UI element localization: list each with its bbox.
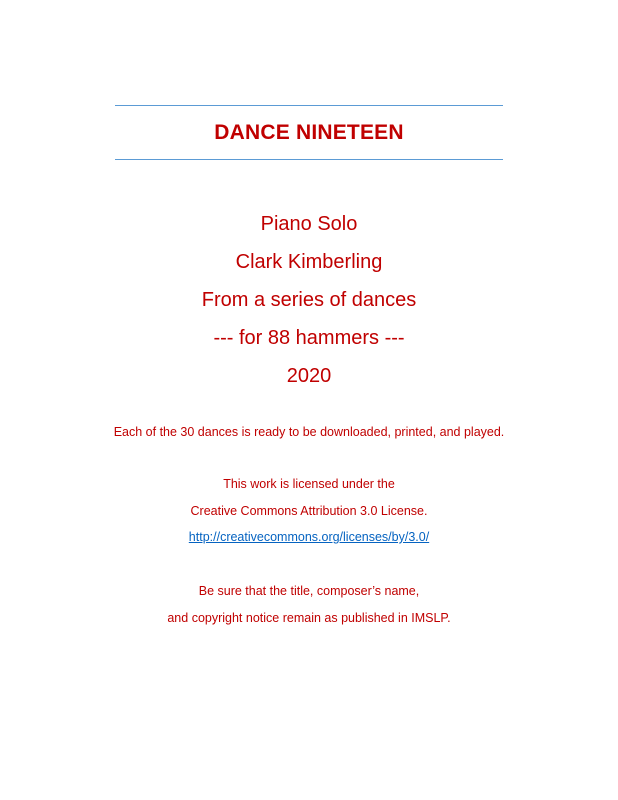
license-line-1: This work is licensed under the (223, 477, 395, 491)
download-note: Each of the 30 dances is ready to be downloaded, printed, and played. (113, 425, 505, 439)
title-top-rule (115, 105, 503, 106)
copyright-notice-line-2: and copyright notice remain as published in IMSLP. (167, 611, 451, 625)
license-line-2: Creative Commons Attribution 3.0 License. (190, 504, 428, 518)
composer-line: Clark Kimberling (235, 251, 383, 273)
copyright-notice-line-1: Be sure that the title, composer’s name, (198, 584, 420, 598)
year-line: 2020 (286, 365, 332, 387)
license-link[interactable]: http://creativecommons.org/licenses/by/3.0/ (188, 530, 430, 544)
piece-info (0, 205, 618, 395)
instrumentation-line: Piano Solo (260, 213, 358, 235)
hammers-line: --- for 88 hammers --- (213, 327, 405, 349)
page-title: DANCE NINETEEN (214, 121, 404, 144)
license-link-row (0, 529, 618, 545)
series-line: From a series of dances (201, 289, 417, 311)
title-bottom-rule (115, 159, 503, 160)
